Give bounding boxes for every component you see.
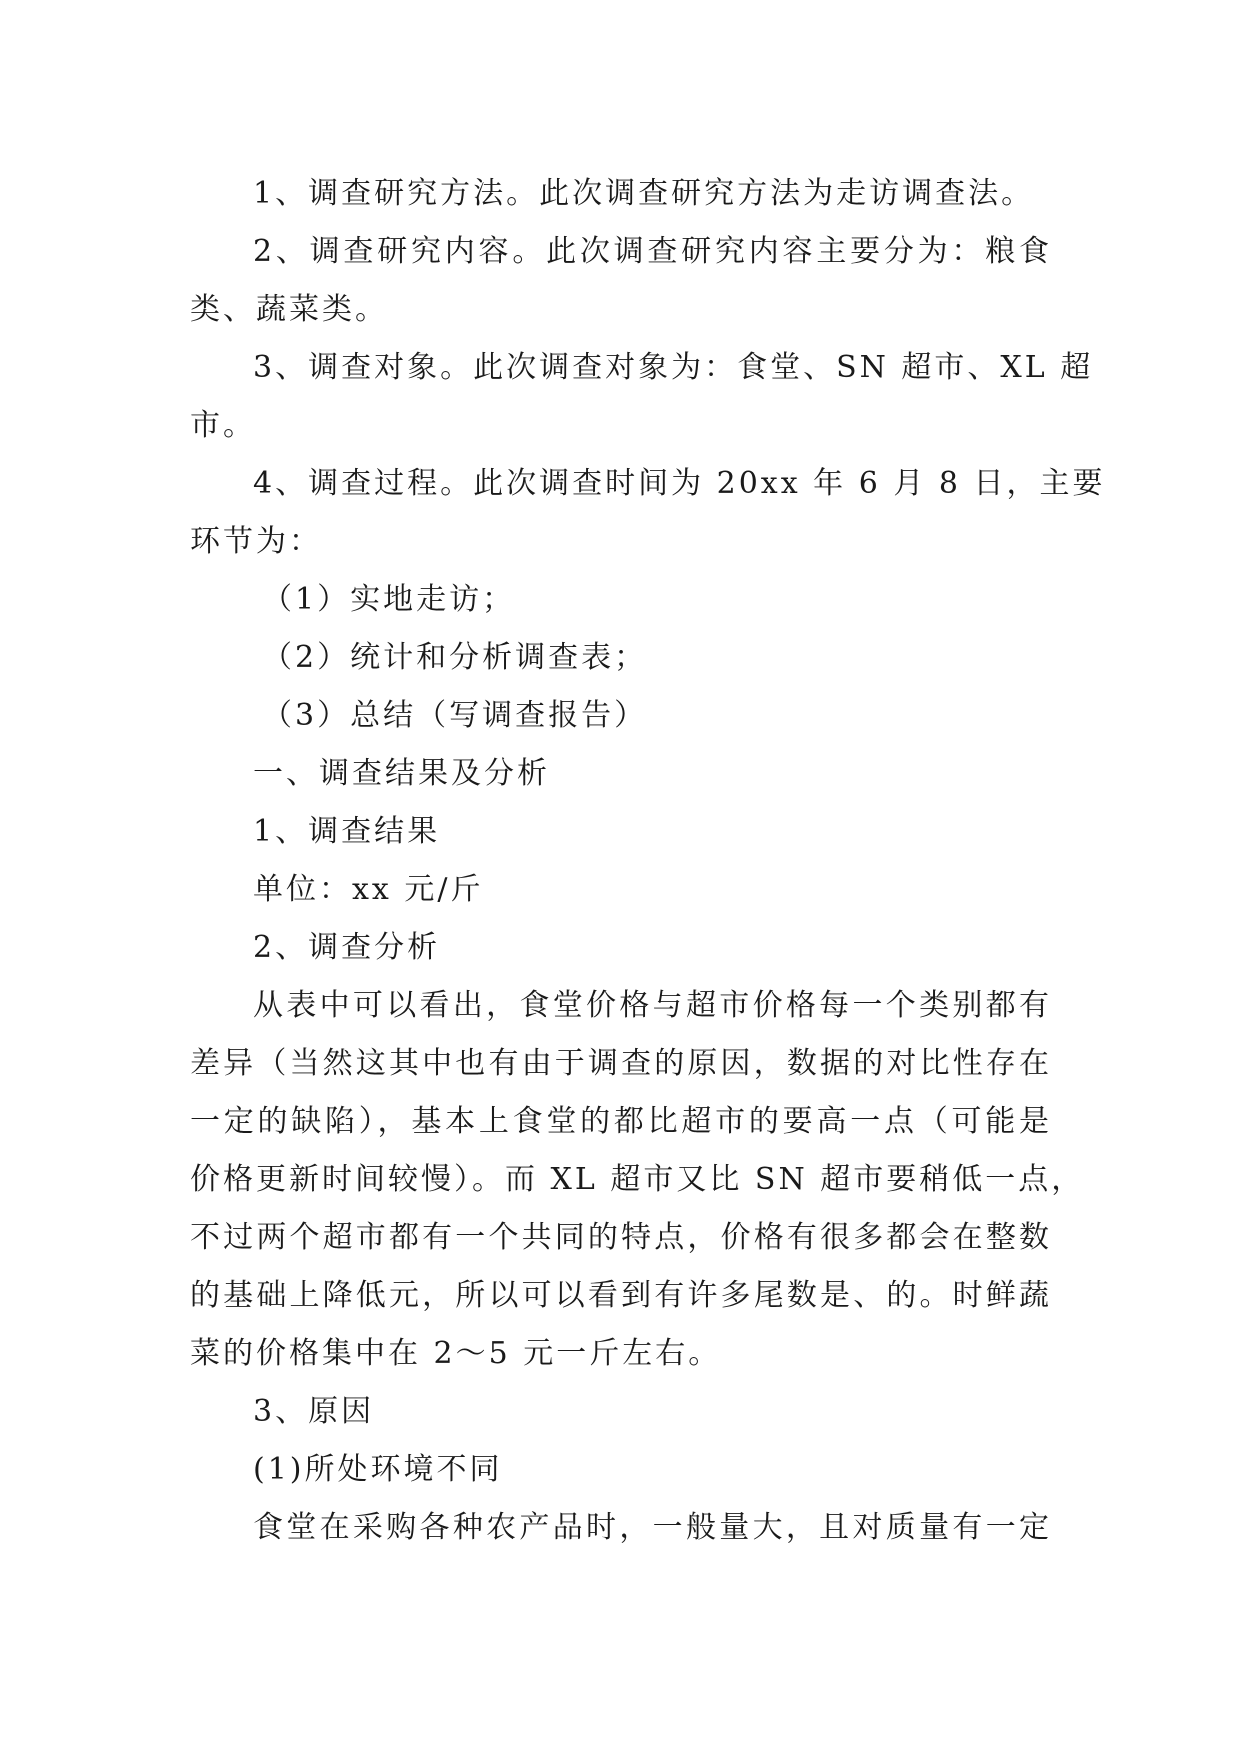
paragraph-research-method: 1、调查研究方法。此次调查研究方法为走访调查法。 — [253, 176, 1035, 211]
subsection-heading: 1、调查结果 — [253, 814, 441, 849]
paragraph-survey-process-cont: 环节为： — [190, 524, 322, 559]
list-item: （1）实地走访； — [262, 582, 516, 617]
paragraph-reason: 食堂在采购各种农产品时，一般量大，且对质量有一定 — [253, 1510, 1052, 1545]
section-heading: 一、调查结果及分析 — [253, 756, 550, 791]
paragraph-analysis-cont: 菜的价格集中在 2～5 元一斤左右。 — [190, 1336, 722, 1371]
list-item: （2）统计和分析调查表； — [262, 640, 648, 675]
sub-item-heading: (1)所处环境不同 — [253, 1452, 503, 1487]
list-item: （3）总结（写调查报告） — [262, 698, 648, 733]
unit-note: 单位：xx 元/斤 — [253, 872, 484, 907]
subsection-heading: 2、调查分析 — [253, 930, 441, 965]
paragraph-analysis: 从表中可以看出，食堂价格与超市价格每一个类别都有 — [253, 988, 1052, 1023]
paragraph-analysis-cont: 价格更新时间较慢）。而 XL 超市又比 SN 超市要稍低一点， — [190, 1162, 1085, 1197]
paragraph-analysis-cont: 不过两个超市都有一个共同的特点，价格有很多都会在整数 — [190, 1220, 1052, 1255]
paragraph-survey-process: 4、调查过程。此次调查时间为 20xx 年 6 月 8 日，主要 — [253, 466, 1106, 501]
subsection-heading: 3、原因 — [253, 1394, 375, 1429]
paragraph-analysis-cont: 一定的缺陷），基本上食堂的都比超市的要高一点（可能是 — [190, 1104, 1052, 1139]
document-body — [190, 165, 1106, 1557]
paragraph-survey-target-cont: 市。 — [190, 408, 256, 443]
paragraph-research-content: 2、调查研究内容。此次调查研究内容主要分为：粮食 — [253, 234, 1052, 269]
paragraph-analysis-cont: 差异（当然这其中也有由于调查的原因，数据的对比性存在 — [190, 1046, 1052, 1081]
paragraph-research-content-cont: 类、蔬菜类。 — [190, 292, 388, 327]
paragraph-analysis-cont: 的基础上降低元，所以可以看到有许多尾数是、的。时鲜蔬 — [190, 1278, 1052, 1313]
paragraph-survey-target: 3、调查对象。此次调查对象为：食堂、SN 超市、XL 超 — [253, 350, 1094, 385]
